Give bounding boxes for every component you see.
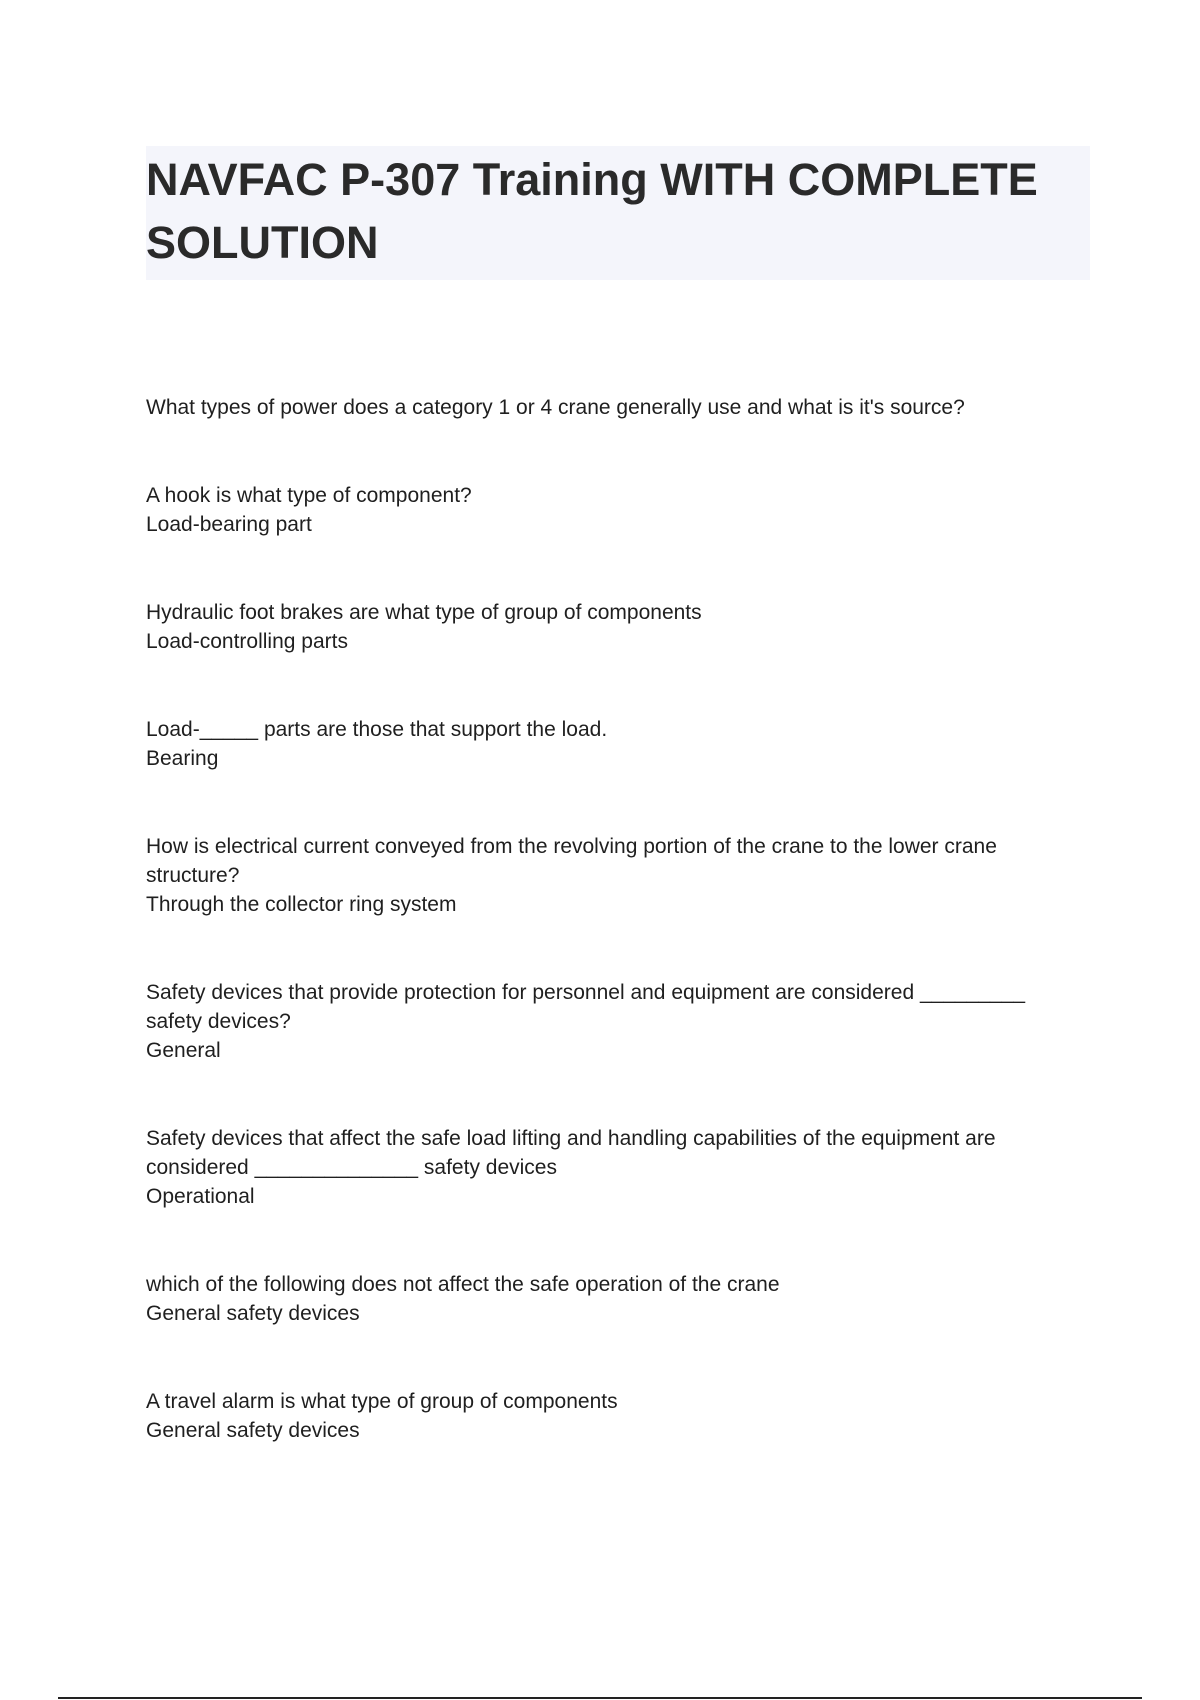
footer-divider xyxy=(58,1697,1142,1699)
qa-item xyxy=(146,393,1086,422)
qa-list xyxy=(146,393,1086,1445)
question-text: What types of power does a category 1 or 4 crane generally use and what is it's source? xyxy=(146,396,965,419)
question-text: Hydraulic foot brakes are what type of group of components xyxy=(146,601,702,624)
answer-text: Bearing xyxy=(146,747,219,770)
question-text: Safety devices that provide protection for personnel and equipment are considered _________ safety devices? xyxy=(146,981,1026,1033)
title-banner xyxy=(146,146,1090,280)
answer-text: General safety devices xyxy=(146,1302,360,1325)
question-text: Load-_____ parts are those that support the load. xyxy=(146,718,608,741)
question-text: How is electrical current conveyed from the revolving portion of the crane to the lower crane structure? xyxy=(146,835,997,887)
qa-item xyxy=(146,481,1086,539)
answer-text: Operational xyxy=(146,1185,255,1208)
qa-item xyxy=(146,978,1086,1065)
qa-item xyxy=(146,1124,1086,1211)
answer-text: General xyxy=(146,1039,221,1062)
answer-text: General safety devices xyxy=(146,1419,360,1442)
answer-text: Through the collector ring system xyxy=(146,893,457,916)
question-text: Safety devices that affect the safe load lifting and handling capabilities of the equipment are considered ______________ safety devices xyxy=(146,1127,996,1179)
document-title: NAVFAC P-307 Training WITH COMPLETE SOLUTION xyxy=(146,154,1038,268)
question-text: A hook is what type of component? xyxy=(146,484,472,507)
qa-item xyxy=(146,1387,1086,1445)
question-text: which of the following does not affect the safe operation of the crane xyxy=(146,1273,780,1296)
question-text: A travel alarm is what type of group of components xyxy=(146,1390,618,1413)
answer-text: Load-controlling parts xyxy=(146,630,348,653)
qa-item xyxy=(146,1270,1086,1328)
qa-item xyxy=(146,715,1086,773)
qa-item xyxy=(146,832,1086,919)
answer-text: Load-bearing part xyxy=(146,513,312,536)
qa-item xyxy=(146,598,1086,656)
